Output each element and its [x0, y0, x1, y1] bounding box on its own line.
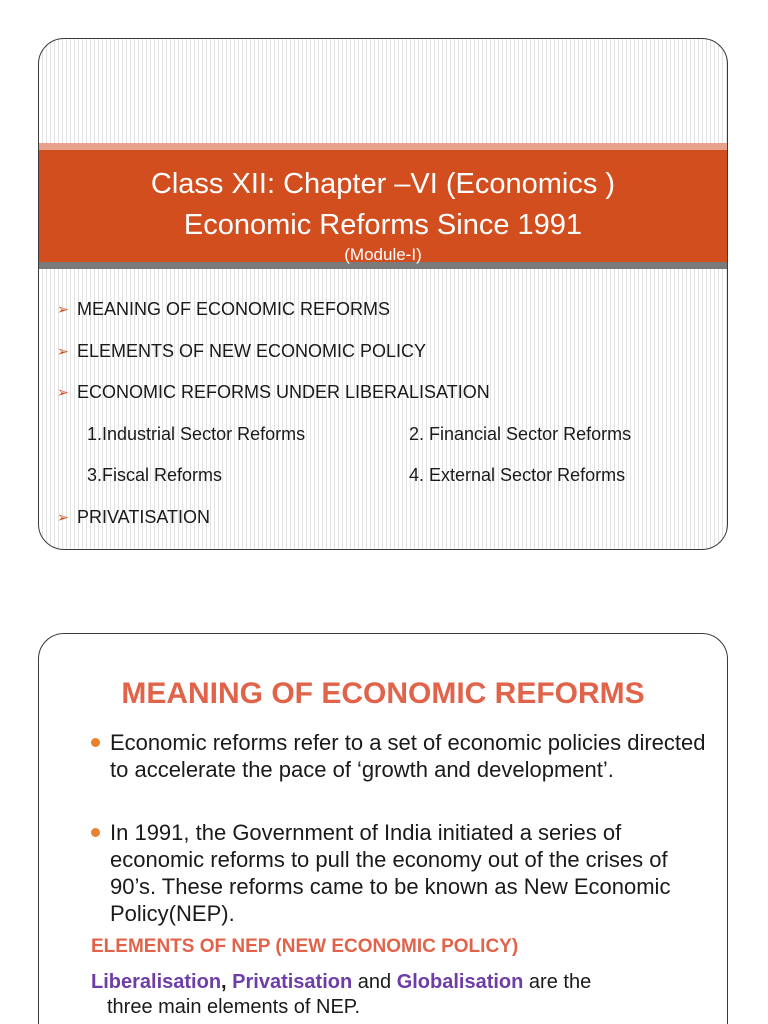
agenda-list: [39, 289, 727, 550]
arrow-bullet-icon: ➢: [57, 343, 69, 359]
section-heading: ELEMENTS OF NEP (NEW ECONOMIC POLICY): [91, 936, 519, 957]
module-label: (Module-I): [344, 245, 422, 264]
agenda-item: [57, 381, 490, 403]
agenda-item: [57, 298, 390, 320]
arrow-bullet-icon: ➢: [57, 301, 69, 317]
bullet-text: Economic reforms refer to a set of economic policies directed to accelerate the pace of ‘growth and development’.: [110, 730, 706, 782]
bullet-item: [91, 729, 711, 783]
agenda-item: [57, 340, 426, 362]
bullet-dot-icon: [91, 738, 100, 747]
title-bar: [39, 143, 727, 269]
agenda-item-label: PRIVATISATION: [77, 507, 211, 527]
agenda-item-label: ECONOMIC REFORMS UNDER LIBERALISATION: [77, 382, 490, 402]
bullet-text: In 1991, the Government of India initiated a series of economic reforms to pull the economy out of the crises of 90’s. These reforms came to be known as New Economic Policy(NEP).: [110, 820, 671, 926]
term-privatisation: Privatisation: [232, 971, 353, 993]
nep-line-2: three main elements of NEP.: [107, 996, 361, 1018]
bullet-dot-icon: [91, 828, 100, 837]
sub-item-industrial: 1.Industrial Sector Reforms: [87, 424, 306, 444]
agenda-item-label: MEANING OF ECONOMIC REFORMS: [77, 299, 391, 319]
slide-title: Class XII: Chapter –VI (Economics ): [150, 168, 616, 200]
sub-item-financial: 2. Financial Sector Reforms: [409, 424, 632, 444]
term-liberalisation: Liberalisation: [91, 971, 222, 993]
term-globalisation: Globalisation: [396, 971, 524, 993]
agenda-item: [57, 506, 210, 528]
slide-1: [38, 38, 728, 550]
sub-item-fiscal: 3.Fiscal Reforms: [87, 465, 223, 485]
sub-item-external: 4. External Sector Reforms: [409, 465, 626, 485]
agenda-item-label: ELEMENTS OF NEW ECONOMIC POLICY: [77, 341, 427, 361]
and-text: and: [352, 971, 397, 993]
slide-subtitle: Economic Reforms Since 1991: [183, 209, 583, 241]
rest-text: are the: [523, 971, 592, 993]
arrow-bullet-icon: ➢: [57, 509, 69, 525]
nep-elements-text: [91, 970, 711, 1020]
slide-2: [38, 633, 728, 1024]
comma: ,: [221, 971, 227, 993]
arrow-bullet-icon: ➢: [57, 384, 69, 400]
slide-title: MEANING OF ECONOMIC REFORMS: [121, 677, 645, 710]
bullet-item: [91, 819, 711, 927]
